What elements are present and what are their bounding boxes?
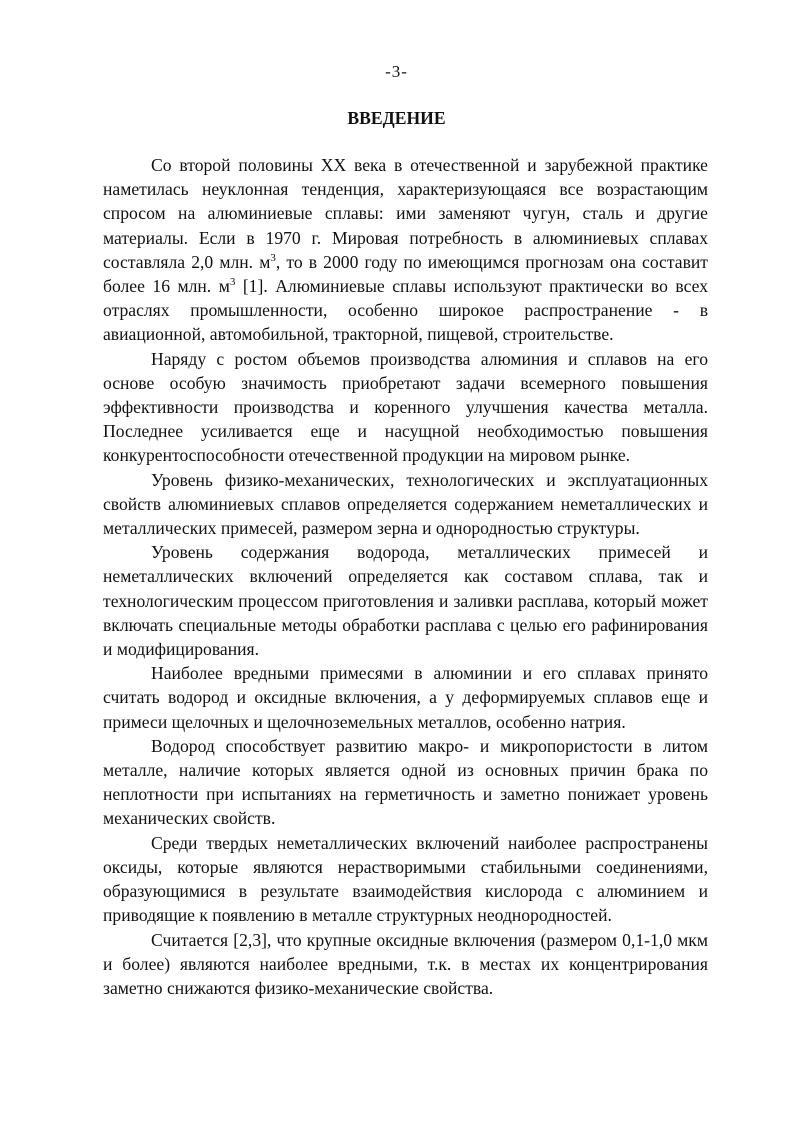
page-number: -3- [385,62,408,81]
paragraph-6: Водород способствует развитию макро- и микропористости в литом металле, наличие которых является одной из основных причин брака по неплотности при испытаниях на герметичность и заметно понижает уровень механических свойств. [103,735,708,829]
paragraph-8: Считается [2,3], что крупные оксидные включения (размером 0,1-1,0 мкм и более) являются наиболее вредными, т.к. в местах их концентрирования заметно снижаются физико-механические свойства. [103,929,708,998]
paragraph-4: Уровень содержания водорода, металлических примесей и неметаллических включений определяется как составом сплава, так и технологическим процессом приготовления и заливки расплава, который может включать специальные методы обработки расплава с целью его рафинирования и модифицирования. [103,542,708,660]
paragraph-1-part-b: , то в 2000 году по имеющимся прогнозам она составит более 16 млн. м [103,251,708,297]
paragraph-1-part-c: [1]. Алюминиевые сплавы используют практически во всех отраслях промышленности, особенно широкое распространение - в авиационной, автомобильной, тракторной, пищевой, строительстве. [103,276,708,345]
paragraph-2: Наряду с ростом объемов производства алюминия и сплавов на его основе особую значимость приобретают задачи всемерного повышения эффективности производства и коренного улучшения качества металла. Последнее усиливается еще и насущной необходимостью повышения конкурентоспособности отечественной продукции на мировом рынке. [103,348,708,466]
body-text [103,153,708,1000]
superscript-cubic-2: 3 [229,276,236,289]
paragraph-5: Наиболее вредными примесями в алюминии и его сплавах принято считать водород и оксидные включения, а у деформируемых сплавов еще и примеси щелочных и щелочноземельных металлов, особенно натрия. [103,663,708,732]
paragraph-1-part-a: Со второй половины XX века в отечественной и зарубежной практике наметилась неуклонная тенденция, характеризующаяся все возрастающим спросом на алюминиевые сплавы: ими заменяют чугун, сталь и другие материалы. Если в 1970 г. Мировая потребность в алюминиевых сплавах составляла 2,0 млн. м [103,155,708,272]
paragraph-3: Уровень физико-механических, технологических и эксплуатационных свойств алюминиевых сплавов определяется содержанием неметаллических и металлических примесей, размером зерна и однородностью структуры. [103,469,708,539]
section-heading: ВВЕДЕНИЕ [347,108,446,128]
superscript-cubic-1: 3 [270,251,276,264]
paragraph-1 [103,153,708,347]
paragraph-7: Среди твердых неметаллических включений наиболее распространены оксиды, которые являются нерастворимыми стабильными соединениями, образующимися в результате взаимодействия кислорода с алюминием и приводящие к появлению в металле структурных неоднородностей. [103,832,708,926]
